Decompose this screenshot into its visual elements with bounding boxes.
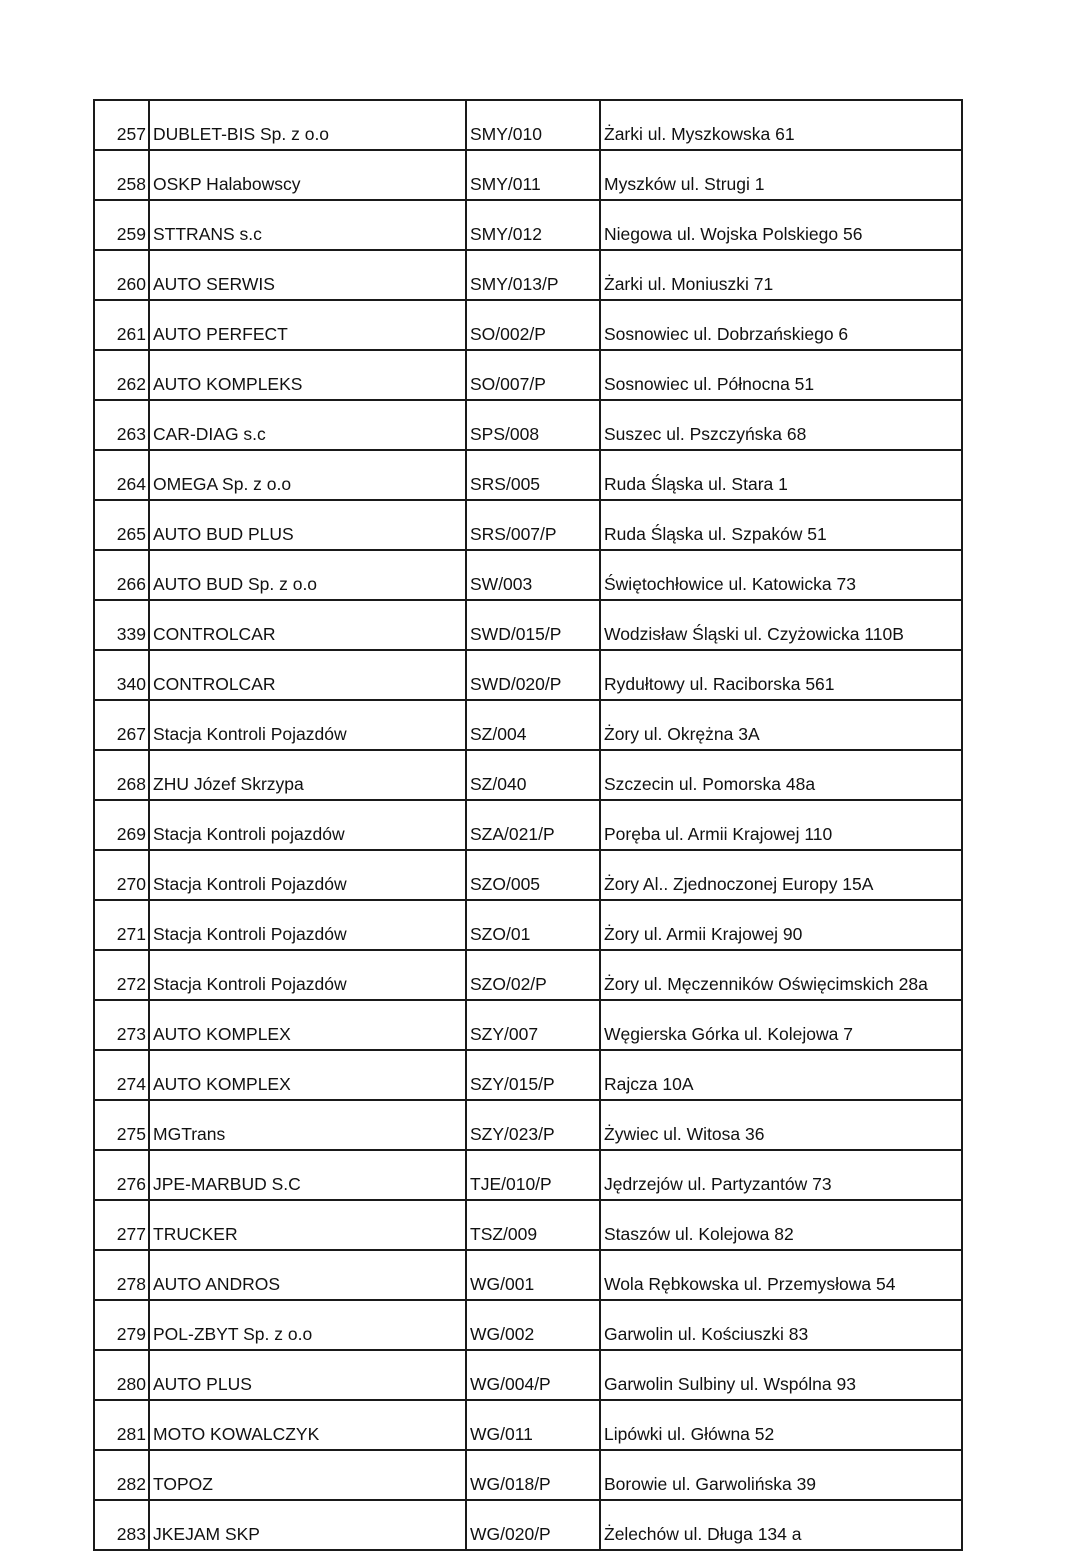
station-name-cell: OSKP Halabowscy bbox=[149, 150, 466, 200]
row-number-cell: 263 bbox=[94, 400, 149, 450]
table-row bbox=[94, 1100, 962, 1150]
row-number-cell: 274 bbox=[94, 1050, 149, 1100]
station-code-cell: TSZ/009 bbox=[466, 1200, 600, 1250]
stations-table bbox=[93, 99, 963, 1551]
station-address-cell: Żory ul. Armii Krajowej 90 bbox=[600, 900, 962, 950]
table-row bbox=[94, 1050, 962, 1100]
station-code-cell: SPS/008 bbox=[466, 400, 600, 450]
row-number-cell: 278 bbox=[94, 1250, 149, 1300]
station-name-cell: JPE-MARBUD S.C bbox=[149, 1150, 466, 1200]
station-address-cell: Lipówki ul. Główna 52 bbox=[600, 1400, 962, 1450]
station-name-cell: AUTO BUD Sp. z o.o bbox=[149, 550, 466, 600]
stations-table-body bbox=[94, 100, 962, 1550]
table-row bbox=[94, 1500, 962, 1550]
station-name-cell: TOPOZ bbox=[149, 1450, 466, 1500]
station-address-cell: Wola Rębkowska ul. Przemysłowa 54 bbox=[600, 1250, 962, 1300]
row-number-cell: 276 bbox=[94, 1150, 149, 1200]
station-code-cell: SZA/021/P bbox=[466, 800, 600, 850]
station-address-cell: Niegowa ul. Wojska Polskiego 56 bbox=[600, 200, 962, 250]
row-number-cell: 273 bbox=[94, 1000, 149, 1050]
station-name-cell: Stacja Kontroli Pojazdów bbox=[149, 700, 466, 750]
station-address-cell: Rajcza 10A bbox=[600, 1050, 962, 1100]
row-number-cell: 283 bbox=[94, 1500, 149, 1550]
row-number-cell: 280 bbox=[94, 1350, 149, 1400]
station-name-cell: AUTO KOMPLEX bbox=[149, 1050, 466, 1100]
station-name-cell: AUTO PLUS bbox=[149, 1350, 466, 1400]
row-number-cell: 282 bbox=[94, 1450, 149, 1500]
station-address-cell: Garwolin ul. Kościuszki 83 bbox=[600, 1300, 962, 1350]
row-number-cell: 260 bbox=[94, 250, 149, 300]
table-row bbox=[94, 500, 962, 550]
station-name-cell: Stacja Kontroli Pojazdów bbox=[149, 950, 466, 1000]
station-address-cell: Szczecin ul. Pomorska 48a bbox=[600, 750, 962, 800]
station-code-cell: SWD/015/P bbox=[466, 600, 600, 650]
station-name-cell: MGTrans bbox=[149, 1100, 466, 1150]
station-address-cell: Żarki ul. Moniuszki 71 bbox=[600, 250, 962, 300]
row-number-cell: 339 bbox=[94, 600, 149, 650]
station-address-cell: Żywiec ul. Witosa 36 bbox=[600, 1100, 962, 1150]
table-row bbox=[94, 900, 962, 950]
table-row bbox=[94, 450, 962, 500]
station-name-cell: AUTO SERWIS bbox=[149, 250, 466, 300]
station-code-cell: SWD/020/P bbox=[466, 650, 600, 700]
station-name-cell: ZHU Józef Skrzypa bbox=[149, 750, 466, 800]
table-row bbox=[94, 1200, 962, 1250]
station-name-cell: AUTO ANDROS bbox=[149, 1250, 466, 1300]
row-number-cell: 261 bbox=[94, 300, 149, 350]
row-number-cell: 268 bbox=[94, 750, 149, 800]
row-number-cell: 272 bbox=[94, 950, 149, 1000]
station-address-cell: Wodzisław Śląski ul. Czyżowicka 110B bbox=[600, 600, 962, 650]
station-address-cell: Ruda Śląska ul. Stara 1 bbox=[600, 450, 962, 500]
row-number-cell: 275 bbox=[94, 1100, 149, 1150]
station-address-cell: Myszków ul. Strugi 1 bbox=[600, 150, 962, 200]
station-address-cell: Sosnowiec ul. Północna 51 bbox=[600, 350, 962, 400]
station-name-cell: JKEJAM SKP bbox=[149, 1500, 466, 1550]
table-row bbox=[94, 1450, 962, 1500]
station-name-cell: AUTO BUD PLUS bbox=[149, 500, 466, 550]
station-code-cell: SRS/007/P bbox=[466, 500, 600, 550]
row-number-cell: 277 bbox=[94, 1200, 149, 1250]
station-address-cell: Sosnowiec ul. Dobrzańskiego 6 bbox=[600, 300, 962, 350]
table-row bbox=[94, 700, 962, 750]
table-row bbox=[94, 1000, 962, 1050]
station-address-cell: Żory Al.. Zjednoczonej Europy 15A bbox=[600, 850, 962, 900]
row-number-cell: 281 bbox=[94, 1400, 149, 1450]
table-row bbox=[94, 350, 962, 400]
table-row bbox=[94, 200, 962, 250]
station-code-cell: WG/011 bbox=[466, 1400, 600, 1450]
table-row bbox=[94, 1400, 962, 1450]
station-name-cell: POL-ZBYT Sp. z o.o bbox=[149, 1300, 466, 1350]
station-code-cell: WG/002 bbox=[466, 1300, 600, 1350]
station-code-cell: SMY/010 bbox=[466, 100, 600, 150]
station-code-cell: SW/003 bbox=[466, 550, 600, 600]
station-name-cell: DUBLET-BIS Sp. z o.o bbox=[149, 100, 466, 150]
table-row bbox=[94, 650, 962, 700]
station-name-cell: Stacja Kontroli Pojazdów bbox=[149, 850, 466, 900]
station-address-cell: Staszów ul. Kolejowa 82 bbox=[600, 1200, 962, 1250]
station-address-cell: Żory ul. Męczenników Oświęcimskich 28a bbox=[600, 950, 962, 1000]
station-code-cell: SMY/013/P bbox=[466, 250, 600, 300]
station-code-cell: WG/018/P bbox=[466, 1450, 600, 1500]
station-code-cell: SZY/015/P bbox=[466, 1050, 600, 1100]
station-address-cell: Żarki ul. Myszkowska 61 bbox=[600, 100, 962, 150]
station-code-cell: SMY/012 bbox=[466, 200, 600, 250]
row-number-cell: 266 bbox=[94, 550, 149, 600]
station-name-cell: Stacja Kontroli Pojazdów bbox=[149, 900, 466, 950]
row-number-cell: 269 bbox=[94, 800, 149, 850]
station-name-cell: AUTO PERFECT bbox=[149, 300, 466, 350]
row-number-cell: 270 bbox=[94, 850, 149, 900]
station-code-cell: SZO/01 bbox=[466, 900, 600, 950]
station-code-cell: SMY/011 bbox=[466, 150, 600, 200]
station-code-cell: SRS/005 bbox=[466, 450, 600, 500]
station-address-cell: Ruda Śląska ul. Szpaków 51 bbox=[600, 500, 962, 550]
station-name-cell: AUTO KOMPLEX bbox=[149, 1000, 466, 1050]
station-address-cell: Żelechów ul. Długa 134 a bbox=[600, 1500, 962, 1550]
row-number-cell: 257 bbox=[94, 100, 149, 150]
station-code-cell: SO/007/P bbox=[466, 350, 600, 400]
table-row bbox=[94, 550, 962, 600]
station-name-cell: MOTO KOWALCZYK bbox=[149, 1400, 466, 1450]
table-row bbox=[94, 750, 962, 800]
station-code-cell: WG/001 bbox=[466, 1250, 600, 1300]
table-row bbox=[94, 400, 962, 450]
station-address-cell: Węgierska Górka ul. Kolejowa 7 bbox=[600, 1000, 962, 1050]
station-name-cell: Stacja Kontroli pojazdów bbox=[149, 800, 466, 850]
station-address-cell: Suszec ul. Pszczyńska 68 bbox=[600, 400, 962, 450]
station-code-cell: SZY/023/P bbox=[466, 1100, 600, 1150]
station-name-cell: STTRANS s.c bbox=[149, 200, 466, 250]
station-name-cell: TRUCKER bbox=[149, 1200, 466, 1250]
row-number-cell: 262 bbox=[94, 350, 149, 400]
station-code-cell: TJE/010/P bbox=[466, 1150, 600, 1200]
station-address-cell: Żory ul. Okrężna 3A bbox=[600, 700, 962, 750]
table-row bbox=[94, 250, 962, 300]
station-code-cell: SZO/005 bbox=[466, 850, 600, 900]
table-row bbox=[94, 800, 962, 850]
station-address-cell: Świętochłowice ul. Katowicka 73 bbox=[600, 550, 962, 600]
station-address-cell: Garwolin Sulbiny ul. Wspólna 93 bbox=[600, 1350, 962, 1400]
table-row bbox=[94, 100, 962, 150]
row-number-cell: 340 bbox=[94, 650, 149, 700]
station-name-cell: CAR-DIAG s.c bbox=[149, 400, 466, 450]
table-row bbox=[94, 950, 962, 1000]
table-row bbox=[94, 850, 962, 900]
station-address-cell: Jędrzejów ul. Partyzantów 73 bbox=[600, 1150, 962, 1200]
station-code-cell: SZY/007 bbox=[466, 1000, 600, 1050]
row-number-cell: 264 bbox=[94, 450, 149, 500]
table-row bbox=[94, 1250, 962, 1300]
row-number-cell: 258 bbox=[94, 150, 149, 200]
station-name-cell: CONTROLCAR bbox=[149, 650, 466, 700]
table-row bbox=[94, 150, 962, 200]
station-code-cell: SZO/02/P bbox=[466, 950, 600, 1000]
table-row bbox=[94, 1150, 962, 1200]
station-address-cell: Rydułtowy ul. Raciborska 561 bbox=[600, 650, 962, 700]
row-number-cell: 279 bbox=[94, 1300, 149, 1350]
station-name-cell: AUTO KOMPLEKS bbox=[149, 350, 466, 400]
row-number-cell: 267 bbox=[94, 700, 149, 750]
station-code-cell: WG/020/P bbox=[466, 1500, 600, 1550]
table-row bbox=[94, 300, 962, 350]
station-name-cell: OMEGA Sp. z o.o bbox=[149, 450, 466, 500]
station-code-cell: SO/002/P bbox=[466, 300, 600, 350]
station-code-cell: SZ/004 bbox=[466, 700, 600, 750]
table-row bbox=[94, 1300, 962, 1350]
table-row bbox=[94, 600, 962, 650]
station-code-cell: SZ/040 bbox=[466, 750, 600, 800]
row-number-cell: 259 bbox=[94, 200, 149, 250]
row-number-cell: 265 bbox=[94, 500, 149, 550]
station-address-cell: Borowie ul. Garwolińska 39 bbox=[600, 1450, 962, 1500]
table-row bbox=[94, 1350, 962, 1400]
station-code-cell: WG/004/P bbox=[466, 1350, 600, 1400]
row-number-cell: 271 bbox=[94, 900, 149, 950]
station-address-cell: Poręba ul. Armii Krajowej 110 bbox=[600, 800, 962, 850]
station-name-cell: CONTROLCAR bbox=[149, 600, 466, 650]
